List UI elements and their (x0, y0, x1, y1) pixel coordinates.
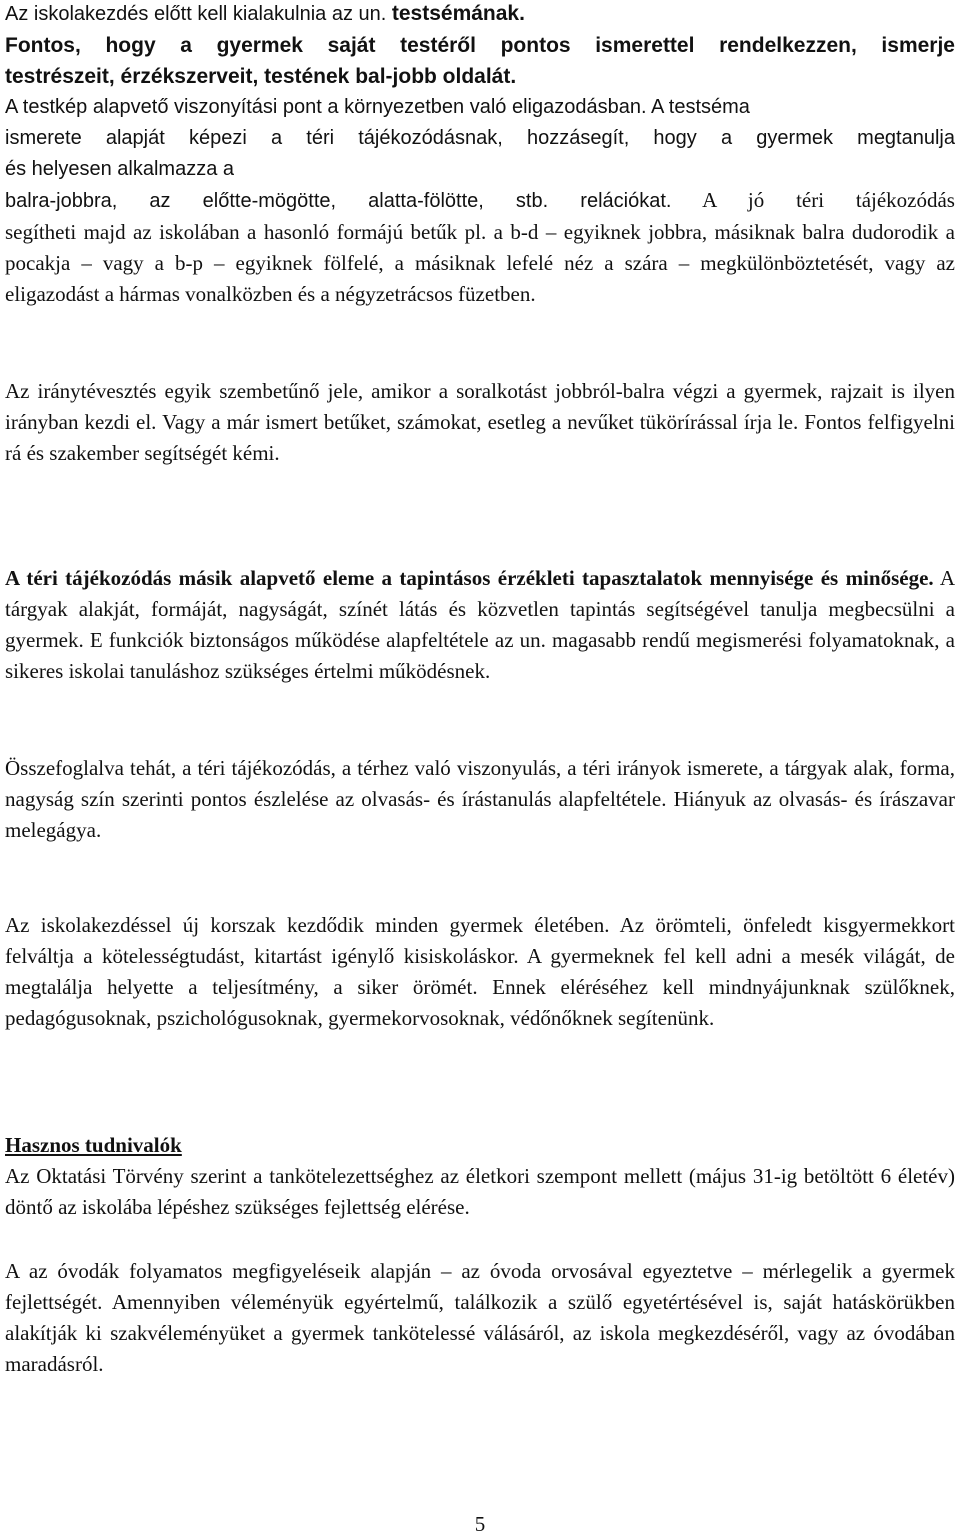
paragraph-direction-error: Az iránytévesztés egyik szembetűnő jele, amikor a soralkotást jobbról-balra végzi a gyermek, rajzait is ilyen irányban kezdi el. Vagy a már ismert betűket, számokat, esetleg a nevűket tükörírással írja le. Fontos felfigyelni rá és szakember segítségét kémi. (5, 379, 955, 465)
useful-info-text: Az Oktatási Törvény szerint a tankötelezettséghez az életkori szempont mellett (május 31-ig betöltött 6 életév) döntő az iskolába lépéshez szükséges fejlettség elérése. (5, 1164, 955, 1219)
paragraph-school-start: Az iskolakezdéssel új korszak kezdődik minden gyermek életében. Az örömteli, önfeledt kisgyermekkort felváltja a kötelességtudást, kitartást igénylő kisiskoláskor. A gyermeknek fel kell adni a mesék világát, de megtalálja helyette a teljesítmény, a siker örömét. Ennek eléréséhez kell mindnyájunknak szülőknek, pedagógusoknak, pszichológusoknak, gyermekorvosoknak, védőnőknek segítenünk. (5, 913, 955, 1030)
line-7-tail: A jó téri tájékozódás (671, 188, 955, 212)
line-4: A testkép alapvető viszonyítási pont a környezetben való eligazodásban. A testséma (5, 96, 750, 118)
paragraph-summary: Összefoglalva tehát, a téri tájékozódás, a térhez való viszonyulás, a téri irányok ismerete, a tárgyak alak, forma, nagyság szín szerinti pontos észlelése az olvasás- és írástanulás alapfeltétele. Hiányuk az olvasás- és írászavar melegágya. (5, 756, 955, 842)
line-6: és helyesen alkalmazza a (5, 158, 235, 180)
line-5: ismerete alapját képezi a téri tájékozódásnak, hozzásegít, hogy a gyermek megtanulja (5, 127, 955, 149)
tactile-text: A tárgyak alakját, formáját, nagyságát, színét látás és közvetlen tapintás segítségével tanulja megbecsülni a gyermek. E funkciók biztonságos működése alapfeltétele az un. magasabb rendű megismerési folyamatoknak, a sikeres iskolai tanuláshoz szükséges értelmi működésnek. (5, 566, 955, 683)
intro-text: Az iskolakezdés előtt kell kialakulnia az un. (5, 3, 392, 25)
bold-line-3: testrészeit, érzékszerveit, testének bal-jobb oldalát. (5, 65, 517, 88)
bold-line-2: Fontos, hogy a gyermek saját testéről pontos ismerettel rendelkezzen, ismerje (5, 34, 955, 57)
paragraph-rest: segítheti majd az iskolában a hasonló formájú betűk pl. a b-d – egyiknek jobbra, másiknak balra dudorodik a pocakja – vagy a b-p – egyiknek fölfelé, a másiknak lefelé néz a szára – megkülönböztetését, vagy az eligazodást a hármas vonalközben és a négyzetrácsos füzetben. (5, 220, 955, 306)
paragraph-kindergarten: A az óvodák folyamatos megfigyeléseik alapján – az óvoda orvosával egyeztetve – mérlegelik a gyermek fejlettségét. Amennyiben véleményük egyértelmű, találkozik a szülő egyetértésével is, saját hatáskörükben alakítják ki szakvéleményüket a gyermek tankötelessé válásáról, az iskola megkezdéséről, vagy az óvodában maradásról. (5, 1259, 955, 1376)
page-number: 5 (474, 1512, 486, 1536)
paragraph-useful-info (5, 1130, 955, 1223)
paragraph-tactile (5, 563, 955, 687)
line-7 (5, 185, 955, 217)
relations-text: balra-jobbra, az előtte-mögötte, alatta-fölötte, stb. relációkat. (5, 190, 672, 212)
line-intro (5, 0, 955, 30)
paragraph-body-schema (5, 0, 955, 310)
tactile-bold-lead: A téri tájékozódás másik alapvető eleme a tapintásos érzékleti tapasztalatok mennyisége és minősége. (5, 566, 934, 590)
intro-term: testsémának. (391, 2, 525, 25)
section-heading: Hasznos tudnivalók (5, 1133, 182, 1157)
